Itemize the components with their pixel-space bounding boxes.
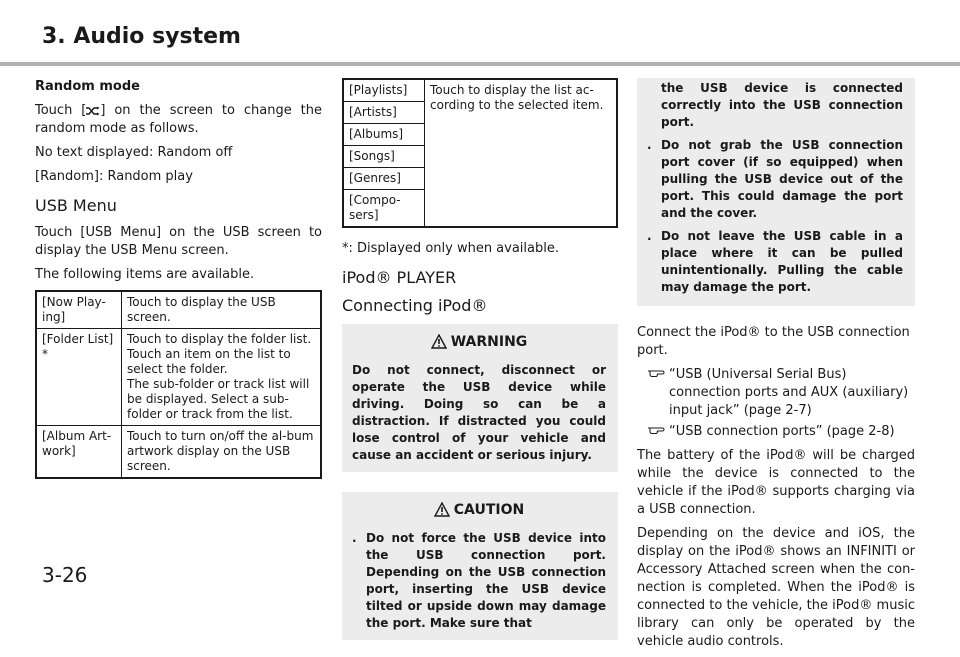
usb-menu-intro: Touch [USB Menu] on the USB screen to display the USB Menu screen. <box>35 225 322 258</box>
caution-bullet-continued <box>647 80 903 131</box>
caution-header <box>352 502 606 522</box>
bullet-mark: . <box>352 531 357 545</box>
page-number: 3-26 <box>42 563 88 587</box>
random-mode-desc-before: Touch [ <box>35 103 87 118</box>
column-2 <box>342 78 618 640</box>
table-value <box>122 329 322 426</box>
ios-text: Depending on the device and iOS, the display on the iPod® shows an INFINITI or Accessory Attached screen when the con-nection is completed. When the iPod® is connected to the vehicle, the iPod® music library can only be operated by the vehicle audio controls. <box>637 526 915 649</box>
usb-menu-heading: USB Menu <box>35 196 117 215</box>
table-key: [Folder List] * <box>36 329 122 426</box>
caution-box-continued <box>637 78 915 306</box>
caution-bullet <box>647 228 903 296</box>
caution-icon <box>434 502 450 522</box>
table-row <box>36 426 321 479</box>
reference-text: “USB connection ports” (page 2-8) <box>669 424 895 439</box>
pointing-hand-icon <box>647 423 669 441</box>
footnote: *: Displayed only when available. <box>342 241 559 256</box>
table-key: [Albums] <box>343 124 425 146</box>
warning-icon <box>431 334 447 354</box>
usb-menu-available: The following items are available. <box>35 267 255 282</box>
table-key: [Songs] <box>343 146 425 168</box>
battery-text: The battery of the iPod® will be charged while the device is connected to the vehicle if the iPod® supports charging via a USB connection. <box>637 448 915 517</box>
caution-bullet-text: Do not force the USB device into the USB connection port. Depending on the USB connection port, inserting the USB device tilted or upside down may damage the port. Make sure that <box>366 531 606 630</box>
table-key: [Artists] <box>343 102 425 124</box>
title-rule <box>0 62 960 66</box>
table-row <box>343 79 617 102</box>
caution-bullet-text: Do not grab the USB connection port cover (if so equipped) when pulling the USB device out of the port. This could damage the port and the cover. <box>661 138 903 220</box>
table-row <box>36 329 321 426</box>
caution-title: CAUTION <box>453 502 525 518</box>
bullet-mark: . <box>647 229 652 243</box>
random-mode-description <box>35 102 322 138</box>
connect-text: Connect the iPod® to the USB connection port. <box>637 325 910 358</box>
random-on-item: [Random]: Random play <box>35 169 193 184</box>
ipod-heading: iPod® PLAYER <box>342 268 457 287</box>
caution-bullet <box>352 530 606 632</box>
bullet-mark: . <box>647 138 652 152</box>
warning-header <box>352 334 606 354</box>
table-value-line: Touch to display the folder list. Touch an item on the list to select the folder. <box>127 332 312 376</box>
shuffle-icon <box>86 106 100 116</box>
warning-box <box>342 324 618 472</box>
connecting-ipod-heading: Connecting iPod® <box>342 296 488 315</box>
reference-text: “USB (Universal Serial Bus) connection ports and AUX (auxiliary) input jack” (page 2-7) <box>669 367 909 418</box>
table-value: Touch to display the list ac-cording to the selected item. <box>430 83 604 112</box>
caution-bullet-text: the USB device is connected correctly into the USB connection port. <box>661 81 903 129</box>
caution-bullet <box>647 137 903 222</box>
table-value: Touch to display the USB screen. <box>122 291 322 329</box>
table-value-line: The sub-folder or track list will be displayed. Select a sub-folder or track from the list. <box>127 377 310 421</box>
caution-bullet-text: Do not leave the USB cable in a place where it can be pulled unintentionally. Pulling the cable may damage the port. <box>661 229 903 294</box>
table-key: [Compo-sers] <box>343 190 425 228</box>
pointing-hand-icon <box>647 366 669 420</box>
random-mode-heading: Random mode <box>35 79 140 94</box>
table-key: [Playlists] <box>343 79 425 102</box>
table-value: Touch to turn on/off the al-bum artwork display on the USB screen. <box>127 429 314 473</box>
warning-text: Do not connect, disconnect or operate the USB device while driving. Doing so can be a distraction. If distracted you could lose control of your vehicle and cause an accident or serious injury. <box>352 363 606 462</box>
reference-link[interactable] <box>637 423 915 441</box>
reference-link[interactable] <box>637 366 915 420</box>
warning-title: WARNING <box>450 334 528 350</box>
page-title: 3. Audio system <box>42 24 241 49</box>
table-key: [Now Play-ing] <box>36 291 122 329</box>
usb-menu-table <box>35 290 322 479</box>
random-off-item: No text displayed: Random off <box>35 145 233 160</box>
caution-box <box>342 492 618 640</box>
column-3 <box>637 78 915 657</box>
column-1 <box>35 78 322 479</box>
table-key: [Genres] <box>343 168 425 190</box>
usb-list-table <box>342 78 618 228</box>
table-row <box>36 291 321 329</box>
table-key: [Album Art-work] <box>36 426 122 479</box>
random-mode-desc-after: ] on the screen to change the random mode as follows. <box>35 103 322 136</box>
